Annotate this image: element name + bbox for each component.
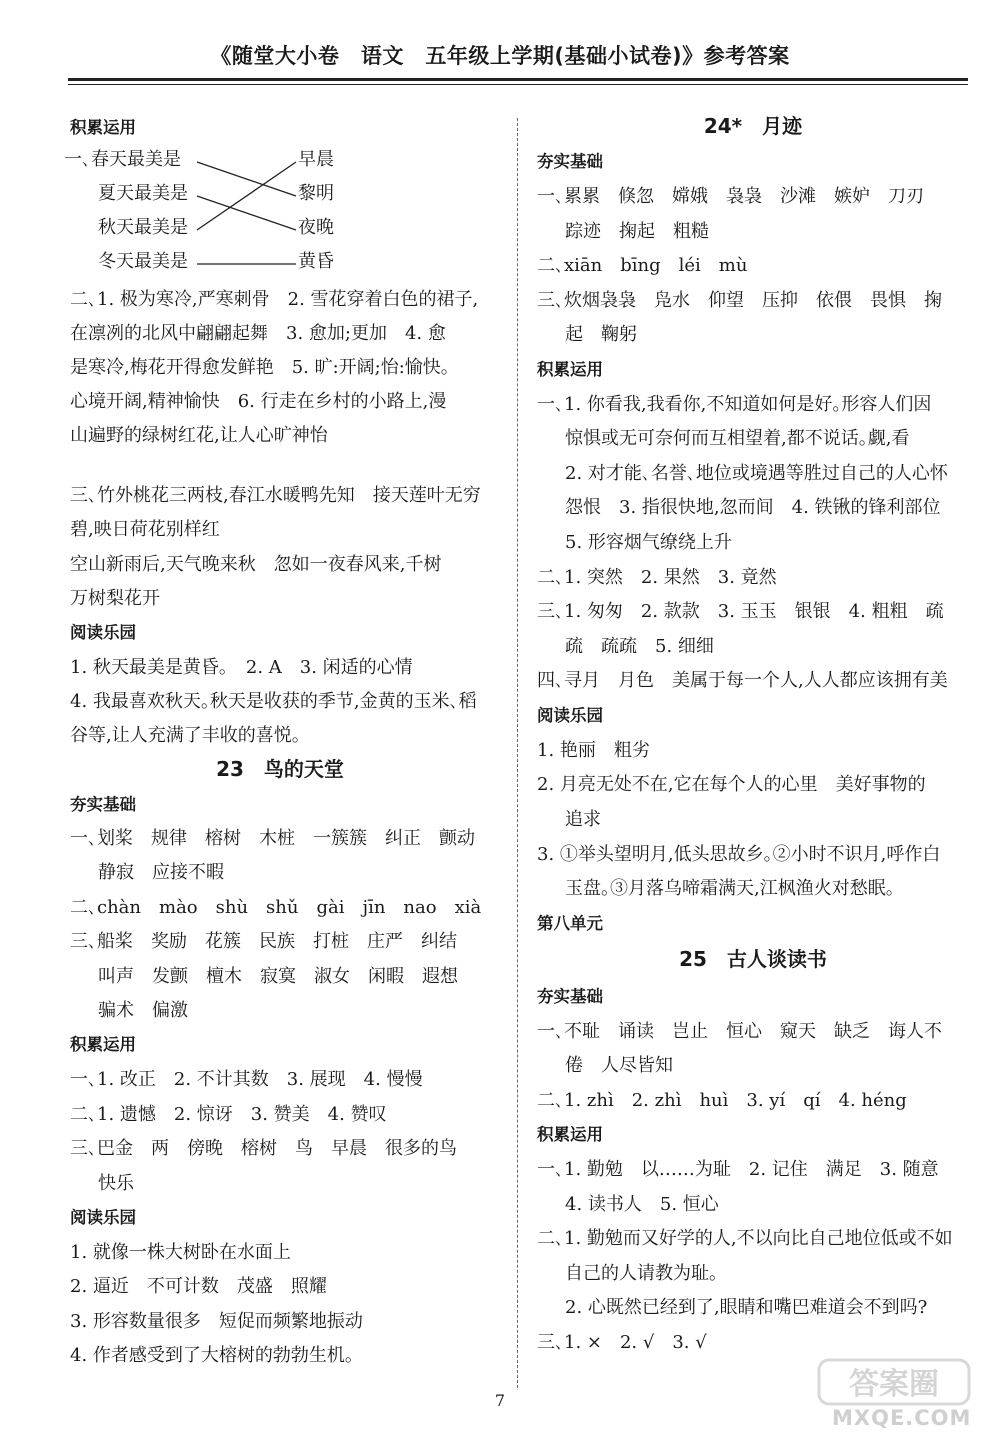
answer-line: 三､船桨 奖励 花簇 民族 打桩 庄严 纠结 [70,931,457,952]
section-heading: 阅读乐园 [70,623,136,642]
answer-line: 2. 逼近 不可计数 茂盛 照耀 [70,1276,327,1297]
answer-line: 4. 我最喜欢秋天｡秋天是收获的季节,金黄的玉米､稻 [70,691,477,712]
lesson-title: 23 鸟的天堂 [216,757,344,781]
match-lines [70,148,370,288]
match-left-item: 秋天最美是 [98,217,188,238]
match-right-item: 早晨 [298,149,334,170]
section-heading: 积累运用 [70,1035,136,1054]
lesson-title: 25 古人谈读书 [679,947,827,971]
answer-line: 万树梨花开 [70,588,160,609]
column-divider [517,118,518,1388]
answer-line: 快乐 [98,1173,134,1194]
answer-line: 倦 人尽皆知 [565,1055,673,1076]
match-left-item: 冬天最美是 [98,251,188,272]
answer-line: 追求 [565,809,601,830]
answer-line: 自己的人请教为耻｡ [565,1263,718,1284]
match-line [197,196,296,230]
answer-line: 二､1. zhì 2. zhì huì 3. yí qí 4. héng [537,1090,907,1111]
answer-line: 二､1. 极为寒冷,严寒刺骨 2. 雪花穿着白色的裙子, [70,289,479,310]
answer-line: 踪迹 掬起 粗糙 [565,221,709,242]
section-heading: 夯实基础 [537,987,603,1006]
answer-line: 1. 艳丽 粗劣 [537,740,650,761]
answer-line: 二､chàn mào shù shǔ gài jīn nao xià [70,897,482,918]
answer-line: 2. 心既然已经到了,眼睛和嘴巴难道会不到吗? [565,1297,928,1318]
answer-line: 四､寻月 月色 美属于每一个人,人人都应该拥有美 [537,670,948,691]
match-left-item: 一､春天最美是 [64,149,181,170]
answer-line: 一､1. 勤勉 以……为耻 2. 记住 满足 3. 随意 [537,1159,939,1180]
answer-line: 是寒冷,梅花开得愈发鲜艳 5. 旷:开阔;怡:愉快｡ [70,357,450,378]
section-heading: 积累运用 [70,118,136,137]
answer-line: 一､累累 倏忽 嫦娥 袅袅 沙滩 嫉妒 刀刃 [537,186,924,207]
answer-line: 二､xiān bīng léi mù [537,255,748,276]
section-heading: 阅读乐园 [537,706,603,725]
section-heading: 夯实基础 [70,795,136,814]
answer-line: 怨恨 3. 指很快地,忽而间 4. 铁锹的锋利部位 [565,497,941,518]
answer-line: 三､竹外桃花三两枝,春江水暖鸭先知 接天莲叶无穷 [70,485,481,506]
match-line [197,162,296,196]
watermark-logo-text: 答案圈 [849,1367,939,1402]
match-right-item: 黎明 [298,183,334,204]
match-left-item: 夏天最美是 [98,183,188,204]
answer-line: 碧,映日荷花别样红 [70,519,220,540]
answer-line: 三､巴金 两 傍晚 榕树 鸟 早晨 很多的鸟 [70,1138,457,1159]
answer-line: 3. 形容数量很多 短促而频繁地振动 [70,1311,363,1332]
match-right-item: 夜晚 [298,217,334,238]
answer-line: 在凛冽的北风中翩翩起舞 3. 愈加;更加 4. 愈 [70,323,446,344]
answer-line: 4. 读书人 5. 恒心 [565,1194,719,1215]
answer-line: 起 鞠躬 [565,324,637,345]
answer-line: 山遍野的绿树红花,让人心旷神怡 [70,425,328,446]
answer-line: 心境开阔,精神愉快 6. 行走在乡村的小路上,漫 [70,391,447,412]
section-heading: 积累运用 [537,1125,603,1144]
answer-line: 一､不耻 诵读 岂止 恒心 窥天 缺乏 诲人不 [537,1021,942,1042]
answer-line: 静寂 应接不暇 [98,862,224,883]
answer-line: 二､1. 遗憾 2. 惊讶 3. 赞美 4. 赞叹 [70,1104,387,1125]
answer-line: 一､划桨 规律 榕树 木桩 一簇簇 纠正 颤动 [70,828,475,849]
page-number: 7 [494,1391,506,1410]
answer-line: 1. 秋天最美是黄昏｡ 2. A 3. 闲适的心情 [70,657,413,678]
answer-line: 骗术 偏激 [98,1000,188,1021]
answer-line: 4. 作者感受到了大榕树的勃勃生机｡ [70,1345,354,1366]
answer-line: 三､1. 匆匆 2. 款款 3. 玉玉 银银 4. 粗粗 疏 [537,601,944,622]
page-header: 《随堂大小卷 语文 五年级上学期(基础小试卷)》参考答案 [210,44,790,68]
section-heading: 阅读乐园 [70,1208,136,1227]
watermark-url: MXQE.COM [832,1406,972,1430]
answer-line: 三､1. × 2. √ 3. √ [537,1332,707,1353]
answer-line: 疏 疏疏 5. 细细 [565,636,714,657]
answer-line: 1. 就像一株大树卧在水面上 [70,1242,291,1263]
matching-exercise [64,148,370,288]
answer-line: 3. ①举头望明月,低头思故乡｡②小时不识月,呼作白 [537,844,941,865]
section-heading: 夯实基础 [537,152,603,171]
unit-heading: 第八单元 [537,914,603,933]
answer-line: 一､1. 你看我,我看你,不知道如何是好｡形容人们因 [537,394,932,415]
answer-line: 谷等,让人充满了丰收的喜悦｡ [70,725,301,746]
answer-line: 玉盘｡③月落乌啼霜满天,江枫渔火对愁眠｡ [565,878,895,899]
match-line [197,162,296,230]
answer-line: 2. 对才能､名誉､地位或境遇等胜过自己的人心怀 [565,463,948,484]
answer-line: 空山新雨后,天气晚来秋 忽如一夜春风来,千树 [70,554,442,575]
lesson-title: 24* 月迹 [703,114,803,138]
answer-line: 惊惧或无可奈何而互相望着,都不说话｡觑,看 [565,428,910,449]
answer-line: 一､1. 改正 2. 不计其数 3. 展现 4. 慢慢 [70,1069,423,1090]
answer-line: 二､1. 突然 2. 果然 3. 竟然 [537,567,777,588]
answer-line: 二､1. 勤勉而又好学的人,不以向比自己地位低或不如 [537,1228,953,1249]
section-heading: 积累运用 [537,360,603,379]
answer-line: 5. 形容烟气缭绕上升 [565,532,732,553]
header-rule-thin [68,84,968,85]
answer-line: 叫声 发颤 檀木 寂寞 淑女 闲暇 遐想 [98,966,458,987]
match-right-item: 黄昏 [298,251,334,272]
answer-line: 2. 月亮无处不在,它在每个人的心里 美好事物的 [537,774,926,795]
header-rule-thick [68,78,968,81]
answer-line: 三､炊烟袅袅 凫水 仰望 压抑 依偎 畏惧 掬 [537,290,942,311]
